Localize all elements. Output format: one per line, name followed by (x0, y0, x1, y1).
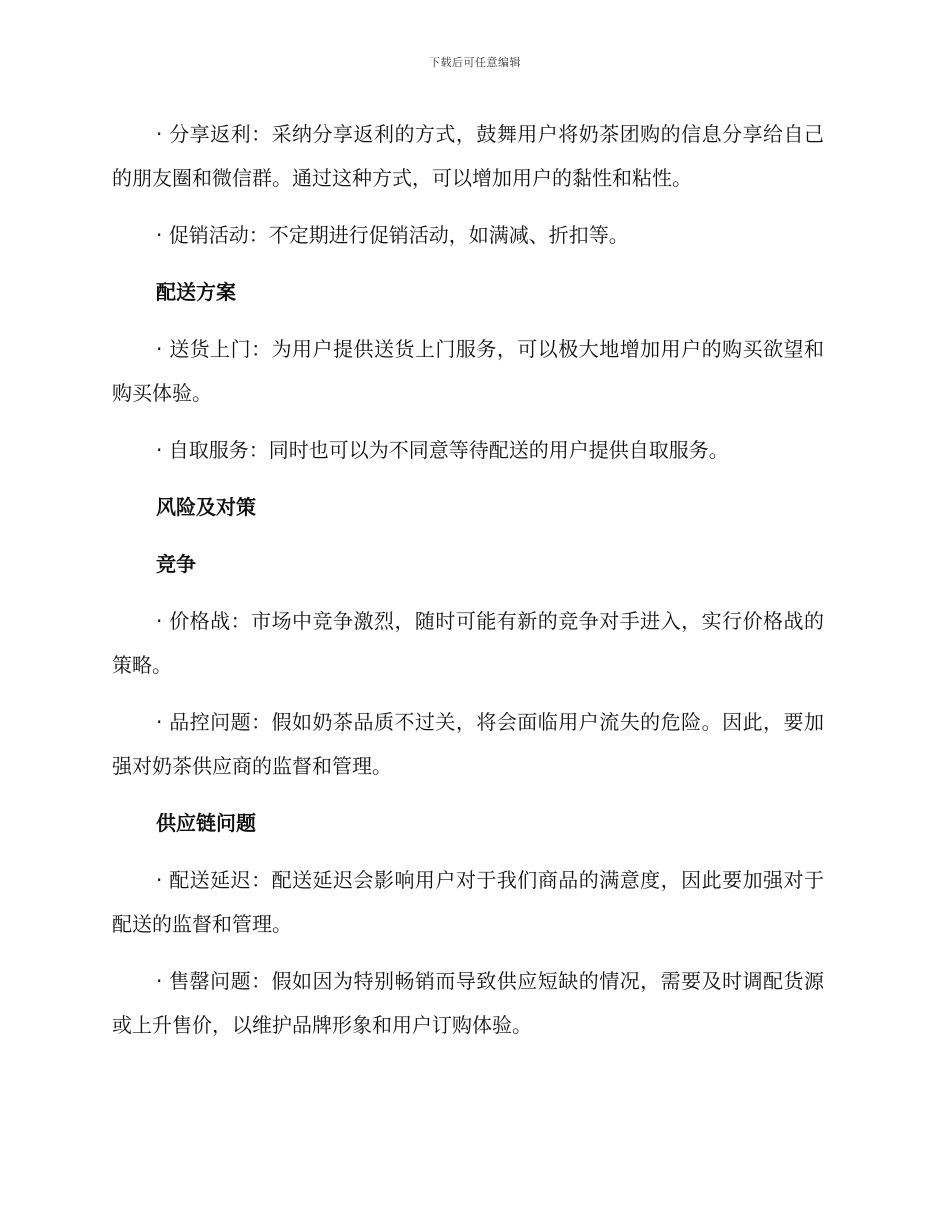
paragraph-promotion: · 促销活动：不定期进行促销活动，如满减、折扣等。 (156, 223, 629, 247)
paragraph-home-delivery: · 送货上门：为用户提供送货上门服务，可以极大地增加用户的购买欲望和购买体验。 (112, 337, 824, 405)
heading-supply-chain: 供应链问题 (156, 811, 256, 835)
document-body (112, 112, 824, 1060)
paragraph-self-pickup: · 自取服务：同时也可以为不同意等待配送的用户提供自取服务。 (156, 438, 729, 462)
paragraph-sold-out: · 售罄问题：假如因为特别畅销而导致供应短缺的情况，需要及时调配货源或上升售价，以维护品牌形象和用户订购体验。 (112, 969, 824, 1037)
paragraph-quality-control: · 品控问题：假如奶茶品质不过关，将会面临用户流失的危险。因此，要加强对奶茶供应商的监督和管理。 (112, 710, 824, 778)
paragraph-share-rebate: · 分享返利：采纳分享返利的方式，鼓舞用户将奶茶团购的信息分享给自己的朋友圈和微信群。通过这种方式，可以增加用户的黏性和粘性。 (112, 122, 824, 190)
paragraph-price-war: · 价格战：市场中竞争激烈，随时可能有新的竞争对手进入，实行价格战的策略。 (112, 609, 824, 677)
paragraph-delivery-delay: · 配送延迟：配送延迟会影响用户对于我们商品的满意度，因此要加强对于配送的监督和管理。 (112, 868, 824, 936)
header-note: 下载后可任意编辑 (429, 56, 521, 69)
heading-delivery-plan: 配送方案 (156, 280, 236, 304)
heading-competition: 竞争 (156, 552, 196, 576)
heading-risks-countermeasures: 风险及对策 (156, 495, 256, 519)
